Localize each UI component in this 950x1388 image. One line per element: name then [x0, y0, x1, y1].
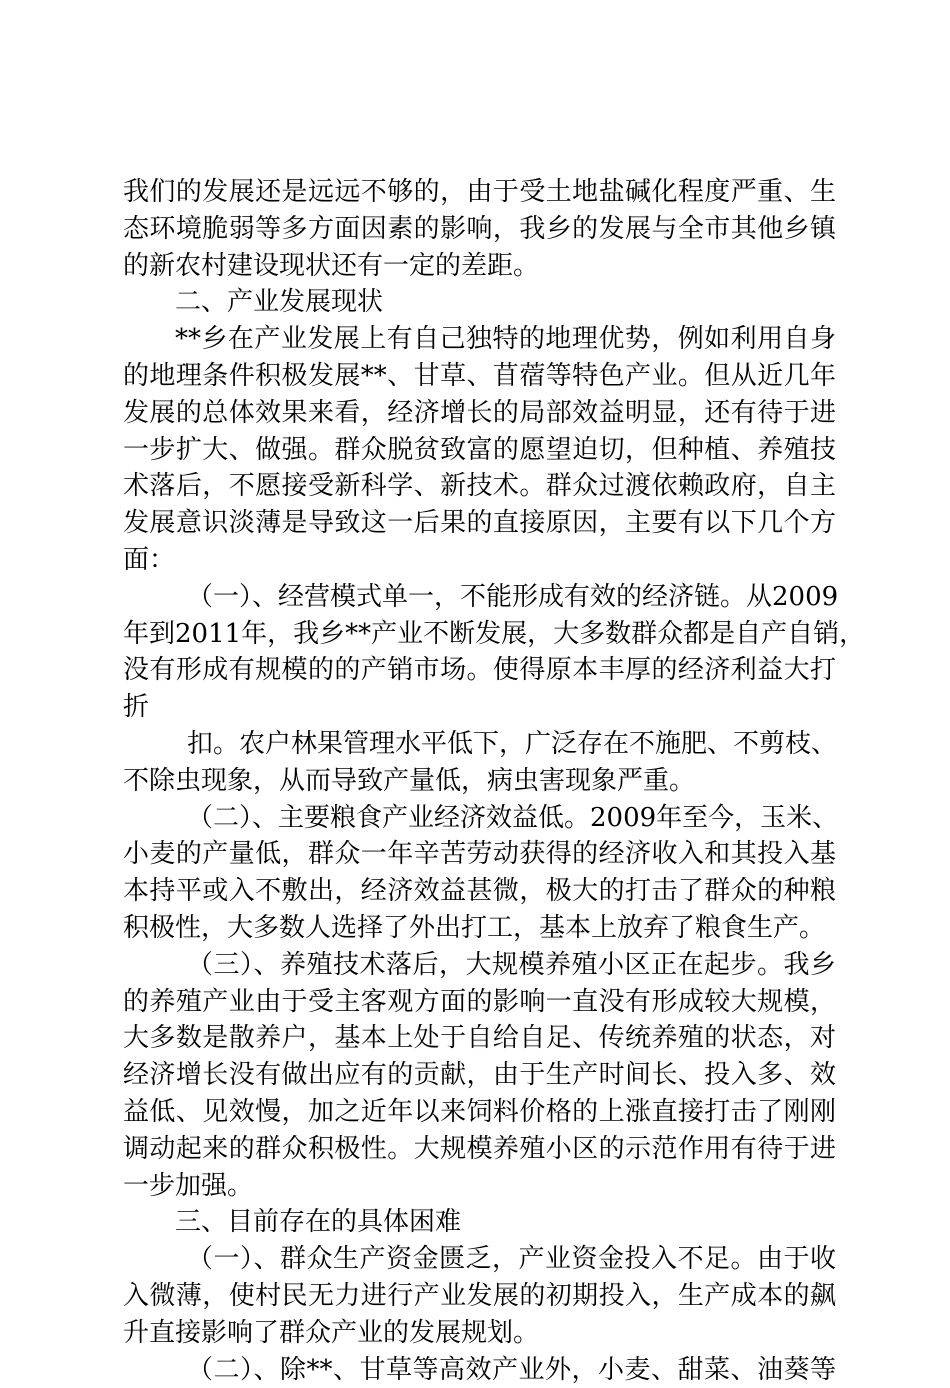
text-line: 升直接影响了群众产业的发展规划。: [123, 1315, 836, 1352]
text-line: 发展意识淡薄是导致这一后果的直接原因，主要有以下几个方: [123, 505, 836, 542]
heading-text: 三、目前存在的具体困难: [175, 1204, 836, 1241]
text-line: 年到2011年，我乡**产业不断发展，大多数群众都是自产自销，: [123, 616, 836, 653]
text-line: （一）、群众生产资金匮乏，产业资金投入不足。由于收: [123, 1241, 836, 1278]
paragraph-point-two: [123, 800, 836, 947]
text-line: 不除虫现象，从而导致产量低，病虫害现象严重。: [123, 763, 836, 800]
text-line: 术落后，不愿接受新科学、新技术。群众过渡依赖政府，自主: [123, 468, 836, 505]
text-line: （一）、经营模式单一，不能形成有效的经济链。从2009: [123, 579, 836, 616]
document-page: [123, 174, 836, 1388]
text-line: 发展的总体效果来看，经济增长的局部效益明显，还有待于进: [123, 395, 836, 432]
text-line: 我们的发展还是远远不够的，由于受土地盐碱化程度严重、生: [123, 174, 836, 211]
paragraph-difficulty-two: [123, 1352, 836, 1388]
text-line: 本持平或入不敷出，经济效益甚微，极大的打击了群众的种粮: [123, 873, 836, 910]
text-line: 没有形成有规模的的产销市场。使得原本丰厚的经济利益大打: [123, 652, 836, 689]
text-line: 面：: [123, 542, 836, 579]
text-line: 入微薄，使村民无力进行产业发展的初期投入，生产成本的飙: [123, 1278, 836, 1315]
section-heading-difficulties: [123, 1204, 836, 1241]
text-line: 一步加强。: [123, 1168, 836, 1205]
text-line: 扣。农户林果管理水平低下，广泛存在不施肥、不剪枝、: [123, 726, 836, 763]
heading-text: 二、产业发展现状: [175, 284, 836, 321]
text-line: 经济增长没有做出应有的贡献，由于生产时间长、投入多、效: [123, 1057, 836, 1094]
paragraph-point-one: [123, 579, 836, 726]
text-line: 的养殖产业由于受主客观方面的影响一直没有形成较大规模，: [123, 984, 836, 1021]
text-line: 的地理条件积极发展**、甘草、苜蓿等特色产业。但从近几年: [123, 358, 836, 395]
text-line: 折: [123, 689, 836, 726]
text-line: 的新农村建设现状还有一定的差距。: [123, 248, 836, 285]
text-line: **乡在产业发展上有自己独特的地理优势，例如利用自身: [123, 321, 836, 358]
text-line: 态环境脆弱等多方面因素的影响，我乡的发展与全市其他乡镇: [123, 211, 836, 248]
text-line: 小麦的产量低，群众一年辛苦劳动获得的经济收入和其投入基: [123, 836, 836, 873]
paragraph-point-one-continued: [123, 726, 836, 800]
paragraph-difficulty-one: [123, 1241, 836, 1351]
text-line: 益低、见效慢，加之近年以来饲料价格的上涨直接打击了刚刚: [123, 1094, 836, 1131]
text-line: （三）、养殖技术落后，大规模养殖小区正在起步。我乡: [123, 947, 836, 984]
text-line: 大多数是散养户，基本上处于自给自足、传统养殖的状态，对: [123, 1020, 836, 1057]
text-line: （二）、主要粮食产业经济效益低。2009年至今，玉米、: [123, 800, 836, 837]
paragraph-development-gap: [123, 174, 836, 284]
text-line: 积极性，大多数人选择了外出打工，基本上放弃了粮食生产。: [123, 910, 836, 947]
paragraph-industry-overview: [123, 321, 836, 579]
text-line: 调动起来的群众积极性。大规模养殖小区的示范作用有待于进: [123, 1131, 836, 1168]
text-line: （二）、除**、甘草等高效产业外，小麦、甜菜、油葵等: [123, 1352, 836, 1388]
text-line: 一步扩大、做强。群众脱贫致富的愿望迫切，但种植、养殖技: [123, 432, 836, 469]
paragraph-point-three: [123, 947, 836, 1205]
section-heading-industry-status: [123, 284, 836, 321]
